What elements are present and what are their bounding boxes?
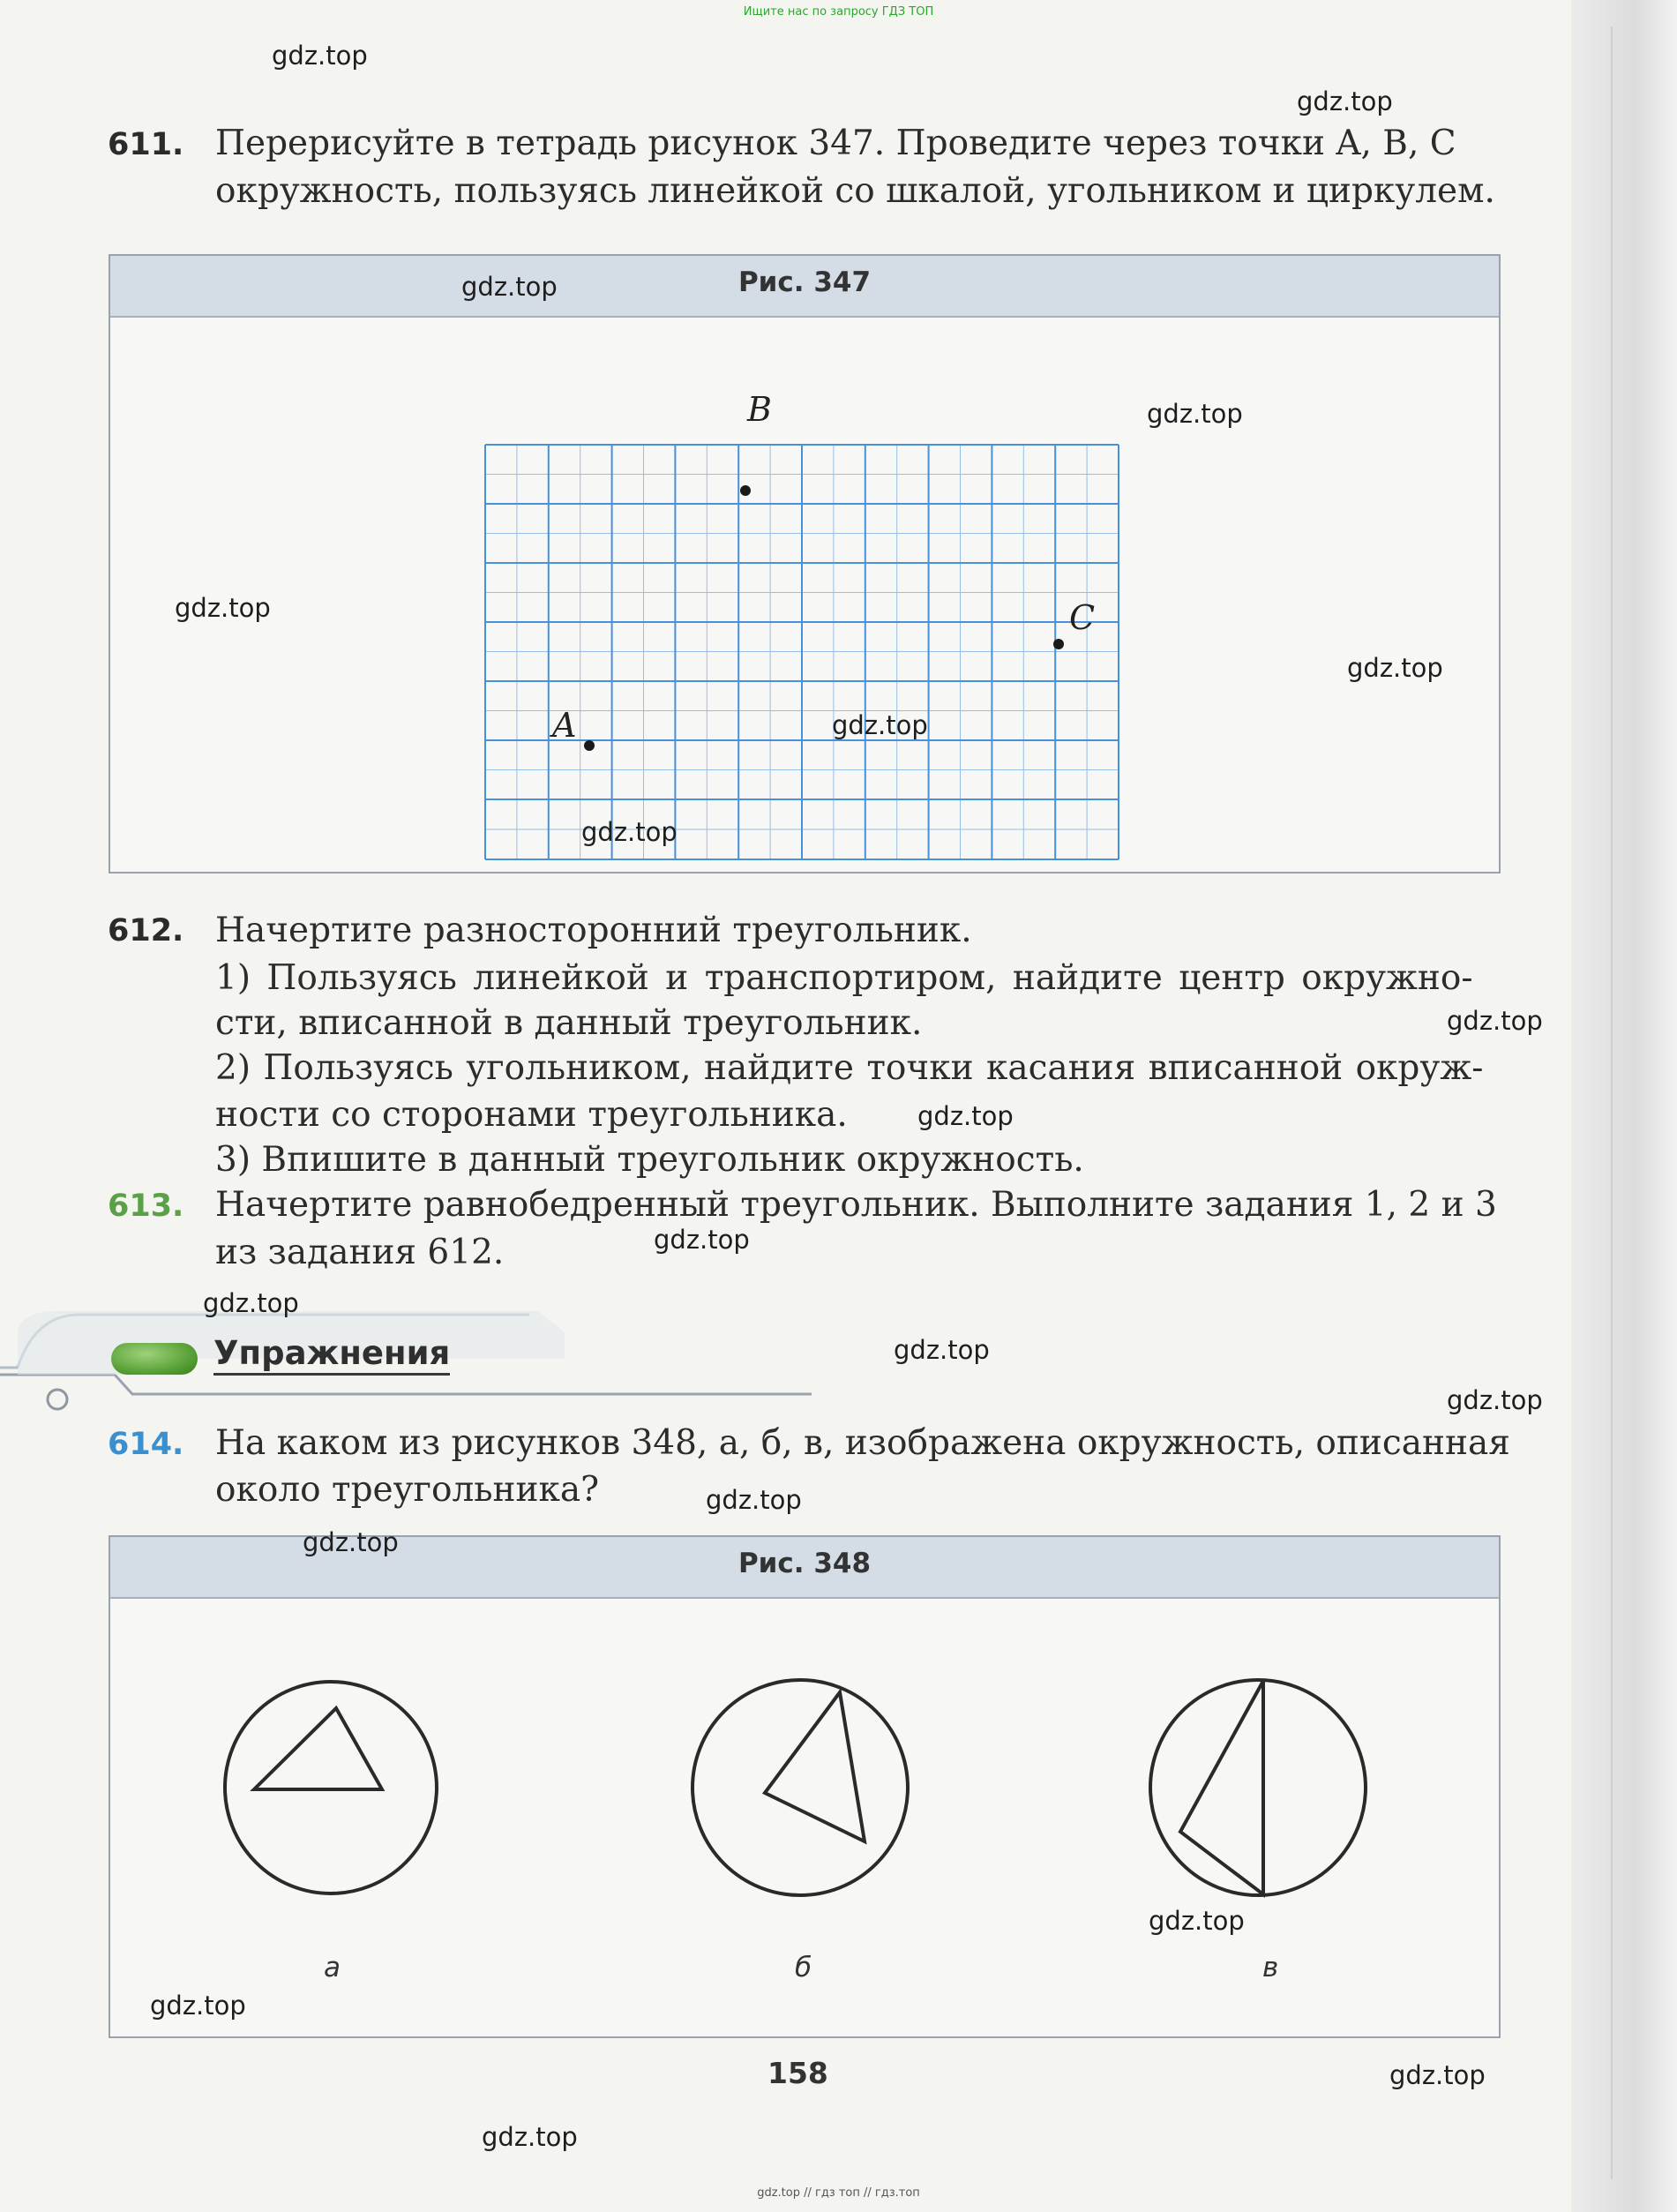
watermark: gdz.top bbox=[461, 272, 558, 302]
watermark: gdz.top bbox=[482, 2122, 578, 2152]
task-611 bbox=[108, 127, 183, 162]
triangle-a bbox=[254, 1708, 382, 1789]
book-spine-shadow bbox=[1571, 0, 1677, 2212]
point-a bbox=[584, 740, 595, 751]
search-note: Ищите нас по запросу ГДЗ ТОП bbox=[743, 5, 934, 19]
task-number: 611. bbox=[108, 127, 184, 162]
task-613-line-1: Начертите равнобедренный треугольник. Выполните задания 1, 2 и 3 bbox=[215, 1185, 1497, 1225]
watermark: gdz.top bbox=[1297, 86, 1393, 116]
watermark: gdz.top bbox=[272, 41, 368, 71]
exercises-title: Упражнения bbox=[213, 1334, 450, 1376]
task-614-line-1: На каком из рисунков 348, а, б, в, изображена окружность, описанная bbox=[215, 1423, 1510, 1463]
watermark: gdz.top bbox=[150, 1991, 246, 2021]
grid-figure bbox=[110, 318, 1499, 870]
point-c-label: C bbox=[1069, 598, 1096, 637]
label-a: а bbox=[324, 1952, 341, 1983]
figure-caption: Рис. 347 bbox=[737, 266, 872, 298]
watermark: gdz.top bbox=[1347, 653, 1443, 683]
task-612 bbox=[108, 913, 183, 949]
task-613 bbox=[108, 1188, 183, 1224]
watermark: gdz.top bbox=[1147, 399, 1243, 429]
task-612-line-1: Начертите разносторонний треугольник. bbox=[215, 911, 972, 950]
watermark: gdz.top bbox=[894, 1335, 990, 1365]
point-b bbox=[740, 485, 751, 496]
task-612-line-4: 2) Пользуясь угольником, найдите точки касания вписанной окруж- bbox=[215, 1048, 1484, 1088]
task-612-line-5: ности со сторонами треугольника. bbox=[215, 1095, 848, 1135]
task-612-line-6: 3) Впишите в данный треугольник окружность. bbox=[215, 1140, 1084, 1180]
page-number: 158 bbox=[767, 2056, 828, 2090]
watermark: gdz.top bbox=[175, 593, 271, 623]
watermark: gdz.top bbox=[917, 1101, 1014, 1131]
label-v: в bbox=[1262, 1952, 1279, 1983]
watermark: gdz.top bbox=[203, 1288, 299, 1318]
watermark: gdz.top bbox=[654, 1225, 750, 1255]
triangle-v bbox=[1180, 1681, 1263, 1894]
watermark: gdz.top bbox=[1389, 2060, 1486, 2090]
watermark: gdz.top bbox=[1149, 1906, 1245, 1936]
task-number: 614. bbox=[108, 1427, 184, 1462]
spine-line bbox=[1611, 26, 1613, 2179]
green-pill-icon bbox=[111, 1343, 198, 1375]
triangle-b bbox=[765, 1692, 865, 1841]
point-b-label: B bbox=[747, 390, 772, 429]
task-611-line-1: Перерисуйте в тетрадь рисунок 347. Проведите через точки A, B, C bbox=[215, 124, 1456, 163]
label-b: б bbox=[795, 1952, 812, 1983]
task-612-line-2: 1) Пользуясь линейкой и транспортиром, найдите центр окружно- bbox=[215, 958, 1473, 998]
point-a-label: A bbox=[552, 706, 577, 745]
circle-v bbox=[1150, 1680, 1366, 1895]
task-611-line-2: окружность, пользуясь линейкой со шкалой, угольником и циркулем. bbox=[215, 171, 1495, 211]
watermark: gdz.top bbox=[581, 817, 678, 847]
footer-note: gdz.top // гдз топ // гдз.топ bbox=[757, 2186, 920, 2200]
watermark: gdz.top bbox=[832, 710, 928, 740]
task-number: 613. bbox=[108, 1188, 184, 1224]
watermark: gdz.top bbox=[303, 1527, 399, 1557]
task-614-line-2: около треугольника? bbox=[215, 1470, 599, 1510]
figure-caption: Рис. 348 bbox=[737, 1548, 872, 1579]
figure-347 bbox=[109, 254, 1501, 874]
figure-header-bar bbox=[110, 256, 1499, 318]
point-c bbox=[1053, 639, 1064, 649]
figure-348 bbox=[109, 1535, 1501, 2038]
task-612-line-3: сти, вписанной в данный треугольник. bbox=[215, 1003, 923, 1043]
watermark: gdz.top bbox=[706, 1485, 802, 1515]
circle-b bbox=[693, 1680, 908, 1895]
watermark: gdz.top bbox=[1447, 1385, 1543, 1415]
task-613-line-2: из задания 612. bbox=[215, 1233, 505, 1272]
task-614 bbox=[108, 1427, 183, 1462]
task-number: 612. bbox=[108, 913, 184, 949]
watermark: gdz.top bbox=[1447, 1006, 1543, 1036]
